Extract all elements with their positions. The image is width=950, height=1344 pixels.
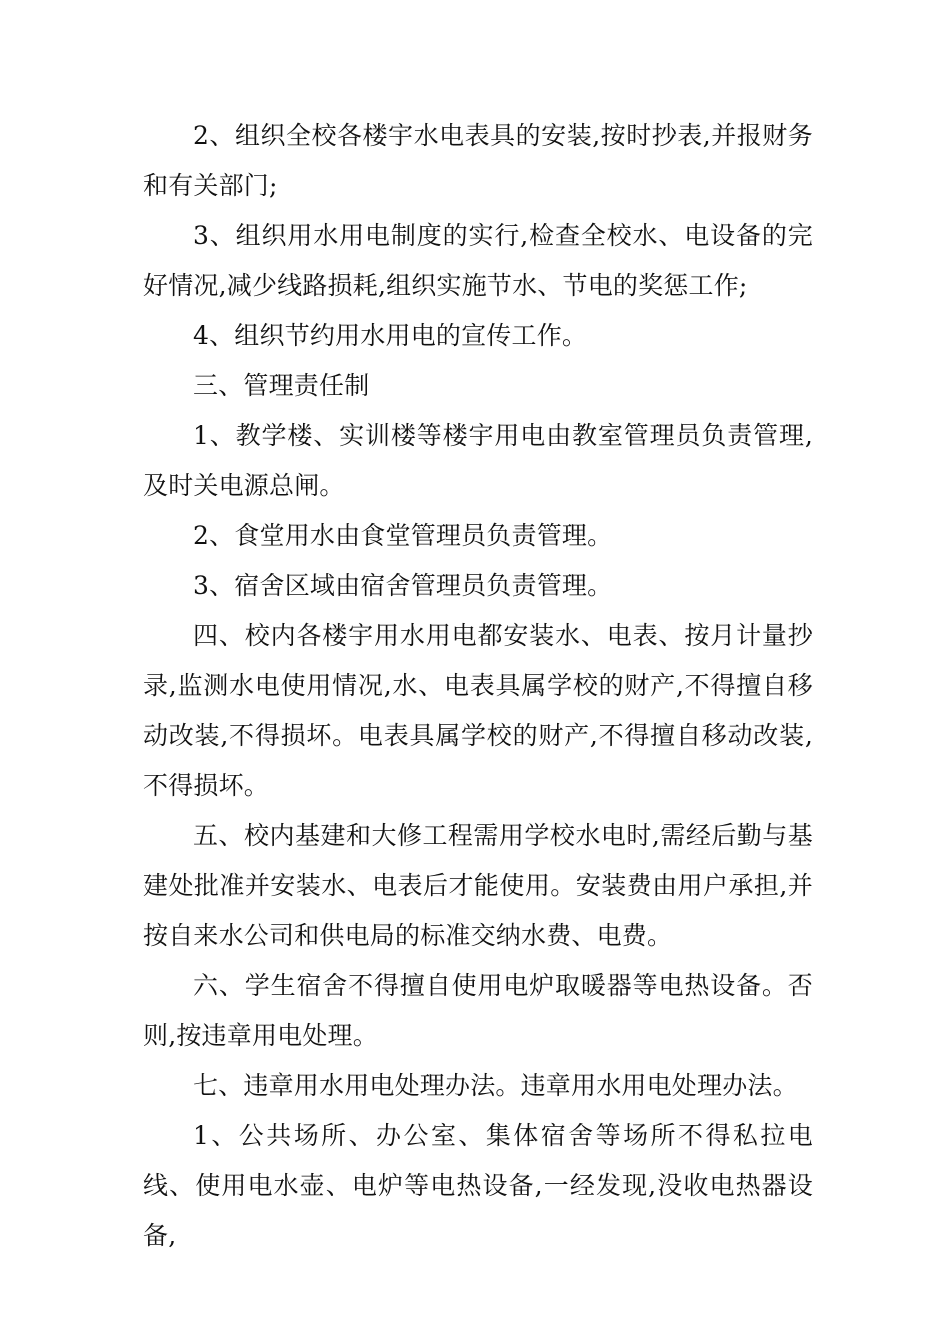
document-body [143,111,813,1261]
paragraph-item-1-teaching-buildings: 1、教学楼、实训楼等楼宇用电由教室管理员负责管理,及时关电源总闸。 [143,421,813,500]
section-heading-management-responsibility: 三、管理责任制 [193,371,370,400]
paragraph-item-3-dormitory: 3、宿舍区域由宿舍管理员负责管理。 [193,571,613,600]
paragraph-item-2-canteen: 2、食堂用水由食堂管理员负责管理。 [193,521,613,550]
paragraph-item-3-usage-system: 3、组织用水用电制度的实行,检查全校水、电设备的完好情况,减少线路损耗,组织实施节水、节电的奖惩工作; [143,221,813,300]
paragraph-section-7-violations: 七、违章用水用电处理办法。违章用水用电处理办法。 [193,1071,798,1100]
paragraph-item-4-publicity: 4、组织节约用水用电的宣传工作。 [193,321,588,350]
paragraph-item-2-meter-installation: 2、组织全校各楼宇水电表具的安装,按时抄表,并报财务和有关部门; [143,121,813,200]
paragraph-item-1-public-places: 1、公共场所、办公室、集体宿舍等场所不得私拉电线、使用电水壶、电炉等电热设备,一经发现,没收电热器设备, [143,1121,813,1250]
paragraph-section-5-construction: 五、校内基建和大修工程需用学校水电时,需经后勤与基建处批准并安装水、电表后才能使用。安装费由用户承担,并按自来水公司和供电局的标准交纳水费、电费。 [143,821,813,950]
paragraph-section-4-meters: 四、校内各楼宇用水用电都安装水、电表、按月计量抄录,监测水电使用情况,水、电表具属学校的财产,不得擅自移动改装,不得损坏。电表具属学校的财产,不得擅自移动改装,不得损坏。 [143,621,813,800]
paragraph-section-6-dormitory-heaters: 六、学生宿舍不得擅自使用电炉取暖器等电热设备。否则,按违章用电处理。 [143,971,813,1050]
